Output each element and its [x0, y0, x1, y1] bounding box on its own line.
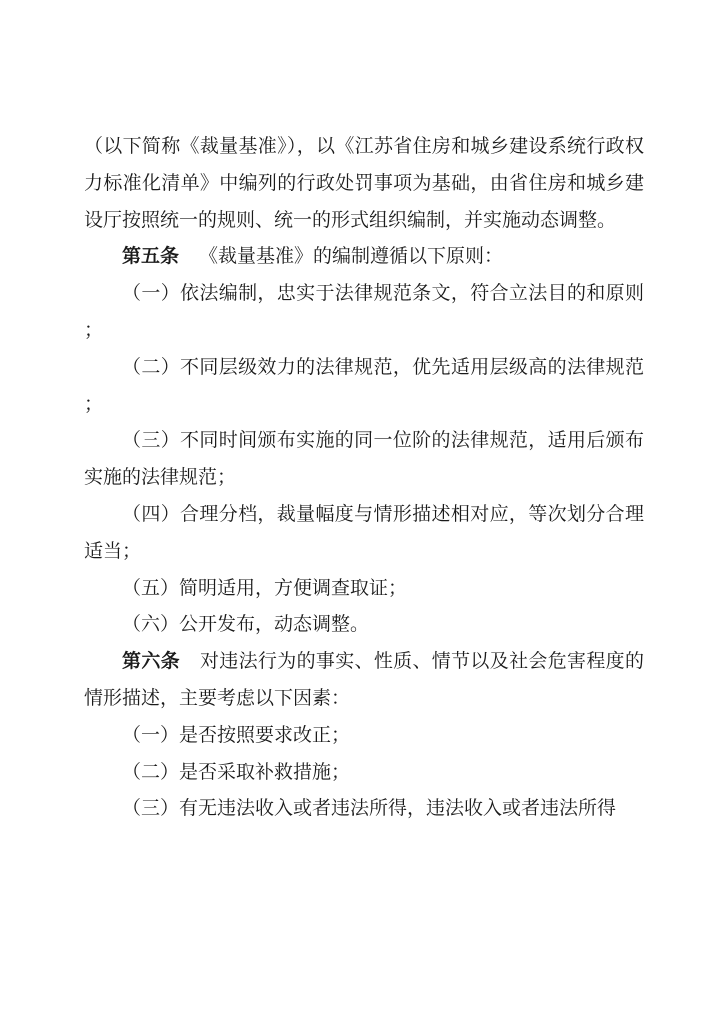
paragraph-text: （四）合理分档，裁量幅度与情形描述相对应，等次划分合理适当； — [84, 502, 644, 562]
paragraph-article-6 — [84, 643, 644, 717]
paragraph-text: （五）简明适用，方便调查取证； — [122, 576, 408, 599]
paragraph-article-5 — [84, 238, 644, 275]
paragraph-item — [84, 422, 644, 496]
paragraph-text: 《裁量基准》的编制遵循以下原则： — [199, 245, 504, 268]
paragraph-item — [84, 717, 644, 754]
paragraph-item — [84, 790, 644, 827]
paragraph-continued — [84, 128, 644, 238]
paragraph-text: （三）不同时间颁布实施的同一位阶的法律规范，适用后颁布实施的法律规范； — [84, 429, 644, 489]
document-body — [84, 128, 644, 827]
paragraph-item — [84, 349, 644, 423]
paragraph-item — [84, 496, 644, 570]
paragraph-item — [84, 754, 644, 791]
article-number: 第五条 — [122, 245, 180, 268]
paragraph-text: （以下简称《裁量基准》），以《江苏省住房和城乡建设系统行政权力标准化清单》中编列的行政处罚事项为基础，由省住房和城乡建设厅按照统一的规则、统一的形式组织编制，并实施动态调整。 — [84, 135, 644, 231]
paragraph-item — [84, 606, 644, 643]
paragraph-text: （三）有无违法收入或者违法所得，违法收入或者违法所得 — [122, 797, 617, 820]
article-number: 第六条 — [122, 650, 180, 673]
paragraph-text: （二）不同层级效力的法律规范，优先适用层级高的法律规范； — [84, 355, 644, 415]
paragraph-text: （一）是否按照要求改正； — [122, 723, 351, 746]
paragraph-text: 对违法行为的事实、性质、情节以及社会危害程度的情形描述，主要考虑以下因素： — [84, 650, 644, 709]
paragraph-text: （一）依法编制，忠实于法律规范条文，符合立法目的和原则； — [84, 282, 644, 341]
paragraph-text: （六）公开发布，动态调整。 — [122, 613, 370, 636]
paragraph-text: （二）是否采取补救措施； — [122, 760, 351, 783]
paragraph-item — [84, 275, 644, 349]
paragraph-item — [84, 570, 644, 607]
